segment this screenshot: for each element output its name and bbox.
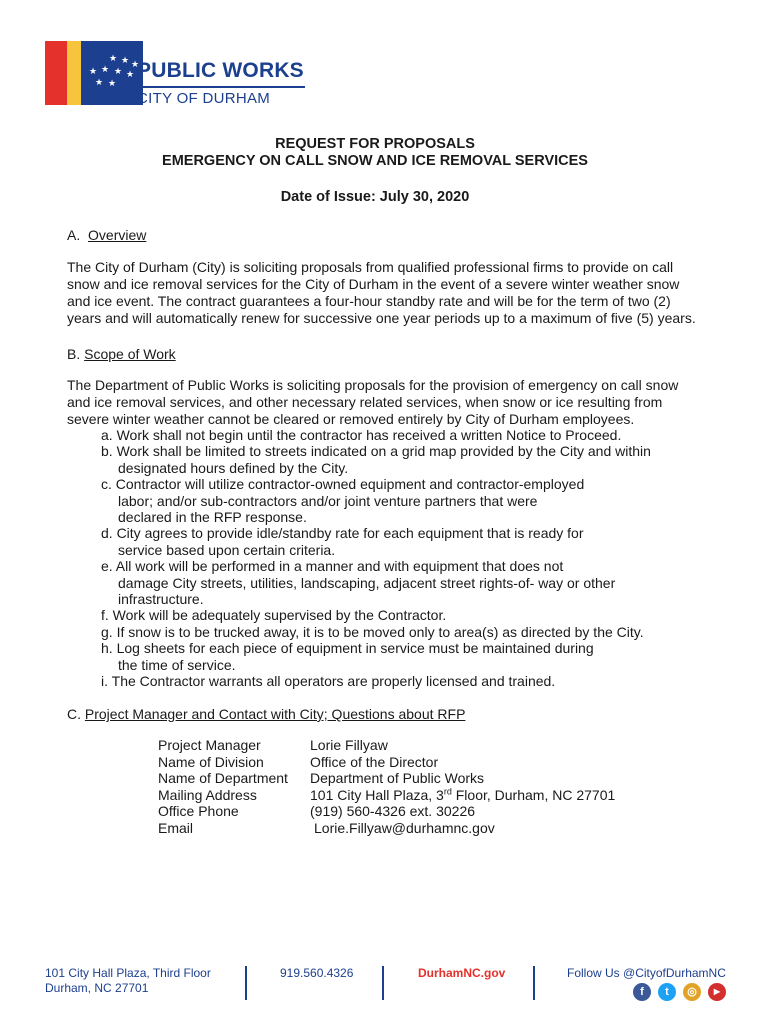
list-item: i. The Contractor warrants all operators are properly licensed and trained. [101, 673, 556, 690]
list-item: c. Contractor will utilize contractor-owned equipment and contractor-employed [101, 476, 585, 493]
public-works-logo [45, 41, 315, 107]
svg-text:★: ★ [101, 65, 110, 75]
instagram-icon[interactable]: ◎ [683, 983, 701, 1001]
issue-date: Date of Issue: July 30, 2020 [280, 189, 470, 205]
overview-line: years and will automatically renew for successive one year periods up to a maximum of five (5) years. [67, 310, 696, 326]
list-item-continuation: infrastructure. [118, 591, 204, 608]
list-item-continuation: the time of service. [118, 656, 236, 673]
svg-text:★: ★ [89, 67, 98, 77]
section-c-letter: C. [67, 706, 81, 722]
list-item: a. Work shall not begin until the contractor has received a written Notice to Proceed. [101, 427, 622, 443]
mailing-address: 101 City Hall Plaza, 3rd Floor, Durham, NC 27701 [310, 785, 616, 803]
section-b-heading [67, 346, 176, 362]
section-b-letter: B. [67, 346, 81, 362]
overview-line: snow and ice removal services for the City of Durham in the event of a severe winter weather snow [67, 276, 680, 292]
overview-line: and ice event. The contract guarantees a four-hour standby rate and will be for the term of two (2) [67, 293, 671, 309]
email-link[interactable]: Lorie.Fillyaw@durhamnc.gov [314, 819, 495, 836]
logo-divider [137, 86, 305, 88]
contact-label: Email [158, 819, 194, 836]
document-title: REQUEST FOR PROPOSALS [275, 136, 475, 152]
contact-values [310, 737, 615, 836]
youtube-icon[interactable]: ▶ [708, 983, 726, 1001]
contact-label: Project Manager [158, 737, 261, 753]
svg-text:★: ★ [95, 78, 104, 88]
list-item: f. Work will be adequately supervised by the Contractor. [101, 607, 447, 624]
twitter-icon[interactable]: t [658, 983, 676, 1001]
footer-phone: 919.560.4326 [280, 966, 354, 980]
list-item: h. Log sheets for each piece of equipment in service must be maintained during [101, 640, 594, 657]
section-c-heading [67, 706, 465, 722]
office-phone: (919) 560-4326 ext. 30226 [310, 803, 476, 819]
section-a-letter: A. [67, 227, 81, 243]
list-item: b. Work shall be limited to streets indicated on a grid map provided by the City and within [101, 443, 651, 460]
list-item: e. All work will be performed in a manner and with equipment that does not [101, 558, 564, 575]
contact-label: Office Phone [158, 803, 239, 819]
footer-divider [382, 966, 384, 1000]
contact-labels [158, 737, 288, 836]
section-a-heading [67, 227, 146, 243]
footer-website-link[interactable]: DurhamNC.gov [418, 966, 506, 980]
footer-divider [245, 966, 247, 1000]
contact-label: Mailing Address [158, 786, 257, 803]
division-name: Office of the Director [310, 753, 439, 770]
svg-text:★: ★ [131, 60, 140, 70]
section-b-title: Scope of Work [84, 346, 176, 362]
scope-line: The Department of Public Works is soliciting proposals for the provision of emergency on call snow [67, 377, 679, 393]
list-item: g. If snow is to be trucked away, it is to be moved only to area(s) as directed by the City. [101, 623, 644, 640]
logo-title: PUBLIC WORKS [137, 59, 304, 82]
footer-divider [533, 966, 535, 1000]
footer-address [45, 966, 211, 996]
list-item-continuation: declared in the RFP response. [118, 509, 307, 526]
facebook-icon[interactable]: f [633, 983, 651, 1001]
stars-icon [81, 41, 143, 105]
list-item-continuation: service based upon certain criteria. [118, 541, 336, 558]
scope-line: severe winter weather cannot be cleared or removed entirely by City of Durham employees. [67, 411, 635, 427]
footer-follow: Follow Us @CityofDurhamNC [567, 966, 726, 980]
contact-label: Name of Division [158, 753, 264, 770]
department-name: Department of Public Works [310, 770, 485, 786]
scope-line: and ice removal services, and other necessary related services, when snow or ice resulting from [67, 394, 663, 410]
svg-text:★: ★ [126, 70, 135, 80]
section-a-title: Overview [88, 227, 147, 243]
logo-yellow-stripe [67, 41, 81, 105]
contact-label: Name of Department [158, 770, 288, 786]
svg-text:★: ★ [121, 56, 130, 66]
list-item-continuation: designated hours defined by the City. [118, 459, 349, 476]
overview-paragraph [67, 259, 696, 327]
footer-address-line2: Durham, NC 27701 [45, 981, 149, 995]
svg-text:★: ★ [109, 54, 118, 64]
svg-text:★: ★ [108, 79, 117, 89]
scope-paragraph [67, 377, 678, 428]
logo-subtitle: CITY OF DURHAM [137, 90, 271, 107]
document-subtitle: EMERGENCY ON CALL SNOW AND ICE REMOVAL SERVICES [162, 153, 588, 169]
list-item-continuation: damage City streets, utilities, landscaping, adjacent street rights-of- way or other [118, 574, 616, 591]
list-item: d. City agrees to provide idle/standby rate for each equipment that is ready for [101, 525, 584, 542]
svg-text:★: ★ [114, 67, 123, 77]
scope-list [101, 427, 651, 690]
list-item-continuation: labor; and/or sub-contractors and/or joint venture partners that were [118, 492, 538, 509]
overview-line: The City of Durham (City) is soliciting proposals from qualified professional firms to provide on call [67, 259, 674, 275]
logo-red-stripe [45, 41, 67, 105]
section-c-title: Project Manager and Contact with City; Questions about RFP [84, 706, 466, 722]
project-manager-name: Lorie Fillyaw [310, 737, 388, 753]
footer-address-line1: 101 City Hall Plaza, Third Floor [45, 966, 211, 980]
